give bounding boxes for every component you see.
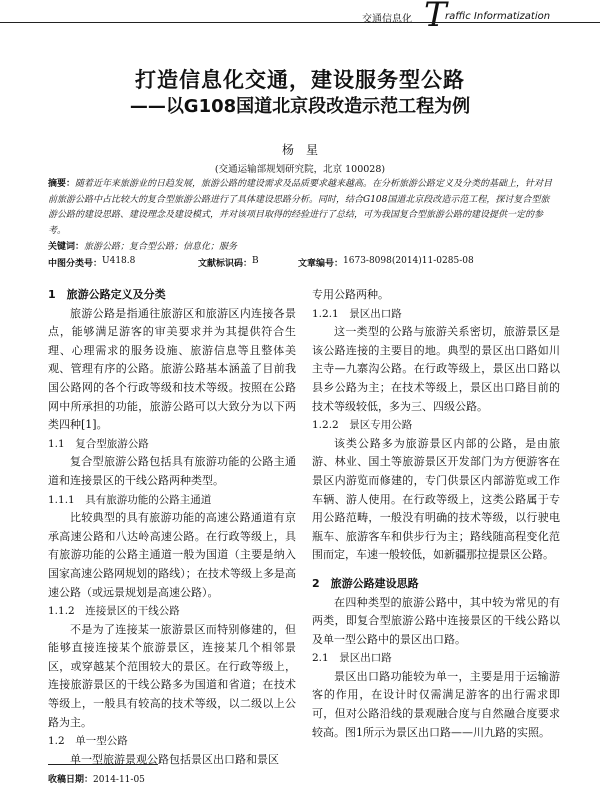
journal-logo-letter: T xyxy=(424,0,447,35)
doc-code: B xyxy=(252,256,259,266)
article-number: 1673-8098(2014)11-0285-08 xyxy=(343,256,474,266)
section-heading: 1 旅游公路定义及分类 xyxy=(48,288,166,301)
subsection-heading: 1.2.2 景区专用公路 xyxy=(312,419,413,432)
clc-label: 中图分类号： xyxy=(48,259,103,269)
body-paragraph: 单一型旅游景观公路包括景区出口路和景区 xyxy=(70,752,279,766)
journal-name-cn: 交通信息化 xyxy=(362,14,412,25)
journal-name-en: raffic Informatization xyxy=(445,11,551,22)
right-column xyxy=(312,286,560,742)
subsection-heading: 2.1 景区出口路 xyxy=(312,652,392,665)
abstract-label: 摘要： xyxy=(48,179,76,189)
keywords xyxy=(48,239,558,252)
header-rule xyxy=(0,22,600,23)
body-paragraph: 不是为了连接某一旅游景区而特别修建的，但能够直接连接某个旅游景区，连接某几个相邻景区，或穿越某个范围较大的景区。在行政等级上，连接旅游景区的干线公路多为国道和省道；在技术等级上，一般具有较高的技术等级，以二级以上公路为主。 xyxy=(48,622,296,729)
footer-rule xyxy=(48,764,158,765)
subsection-heading: 1.1.1 具有旅游功能的公路主通道 xyxy=(48,493,212,506)
received-value: 2014-11-05 xyxy=(93,775,145,785)
clc-number: U418.8 xyxy=(102,256,136,266)
body-paragraph: 复合型旅游公路包括具有旅游功能的公路主通道和连接景区的干线公路两种类型。 xyxy=(48,455,296,487)
body-paragraph: 在四种类型的旅游公路中，其中较为常见的有两类，即复合型旅游公路中连接景区的干线公路以及单一型公路中的景区出口路。 xyxy=(312,595,560,646)
body-paragraph: 该类公路多为旅游景区内部的公路，是由旅游、林业、国土等旅游景区开发部门为方便游客在景区内游览而修建的，专门供景区内部游览或工作车辆、游人使用。在行政等级上，这类公路属于专用公路范畴，一般没有明确的技术等级，以行驶电瓶车、旅游客车和供步行为主；路线随高程变化范围而定，车速一般较低，如新疆那拉提景区公路。 xyxy=(312,436,560,562)
page-header xyxy=(0,0,600,35)
spacer xyxy=(312,565,560,575)
subsection-heading: 1.2 单一型公路 xyxy=(48,735,128,748)
doc-code-label: 文献标识码： xyxy=(198,259,253,269)
subsection-heading: 1.1 复合型旅游公路 xyxy=(48,437,149,450)
body-paragraph: 景区出口路功能较为单一，主要是用于运输游客的作用，在设计时仅需满足游客的出行需求即可，但对公路沿线的景观融合度与自然融合度要求较高。图1所示为景区出口路——川九路的实照。 xyxy=(312,669,560,739)
article-number-label: 文章编号： xyxy=(298,259,344,269)
abstract xyxy=(48,177,558,239)
body-paragraph: 这一类型的公路与旅游关系密切，旅游景区是该公路连接的主要目的地。典型的景区出口路如川主寺—九寨沟公路。在行政等级上，景区出口路以县乡公路为主；在技术等级上，景区出口路目前的技术等级较低，多为三、四级公路。 xyxy=(312,325,560,413)
received-label: 收稿日期： xyxy=(48,775,94,785)
keywords-label: 关键词： xyxy=(48,242,85,252)
subsection-heading: 1.1.2 连接景区的干线公路 xyxy=(48,605,180,618)
author-affiliation: (交通运输部规划研究院，北京 100028) xyxy=(214,164,386,175)
abstract-text: 随着近年来旅游业的日趋发展，旅游公路的建设需求及品质要求越来越高。在分析旅游公路定义及分类的基础上，针对目前旅游公路中占比较大的复合型旅游公路进行了具体建设思路分析。同时，结合G108国道北京段改造示范工程，探讨复合型旅游公路的建设思路、建设理念及建设模式，并对该项目取得的经验进行了总结，可为我国复合型旅游公路的建设提供一定的参考。 xyxy=(48,179,553,236)
received-date xyxy=(48,772,145,785)
author-name: 杨 星 xyxy=(281,143,318,157)
article-title: 打造信息化交通，建设服务型公路 xyxy=(135,68,465,92)
body-paragraph: 专用公路两种。 xyxy=(312,288,389,301)
left-column xyxy=(48,286,296,769)
body-paragraph: 旅游公路是指通往旅游区和旅游区内连接各景点，能够满足游客的审美要求并为其提供符合生理、心理需求的服务设施、旅游信息等且整体美观、管理有序的公路。旅游公路基本涵盖了目前我国公路网的各个行政等级和技术等级。按照在公路网中所承担的功能，旅游公路可以大致分为以下两类四种[1]。 xyxy=(48,306,296,432)
subsection-heading: 1.2.1 景区出口路 xyxy=(312,307,402,320)
body-paragraph: 比较典型的具有旅游功能的高速公路通道有京承高速公路和八达岭高速公路。在行政等级上，具有旅游功能的公路主通道一般为国道（主要是纳入国家高速公路网规划的路线）；在技术等级上多是高速公路（或远景规划是高速公路）。 xyxy=(48,511,296,599)
keywords-text: 旅游公路；复合型公路；信息化；服务 xyxy=(84,242,238,252)
section-heading: 2 旅游公路建设思路 xyxy=(312,576,419,590)
article-subtitle: ——以G108国道北京段改造示范工程为例 xyxy=(129,96,471,117)
